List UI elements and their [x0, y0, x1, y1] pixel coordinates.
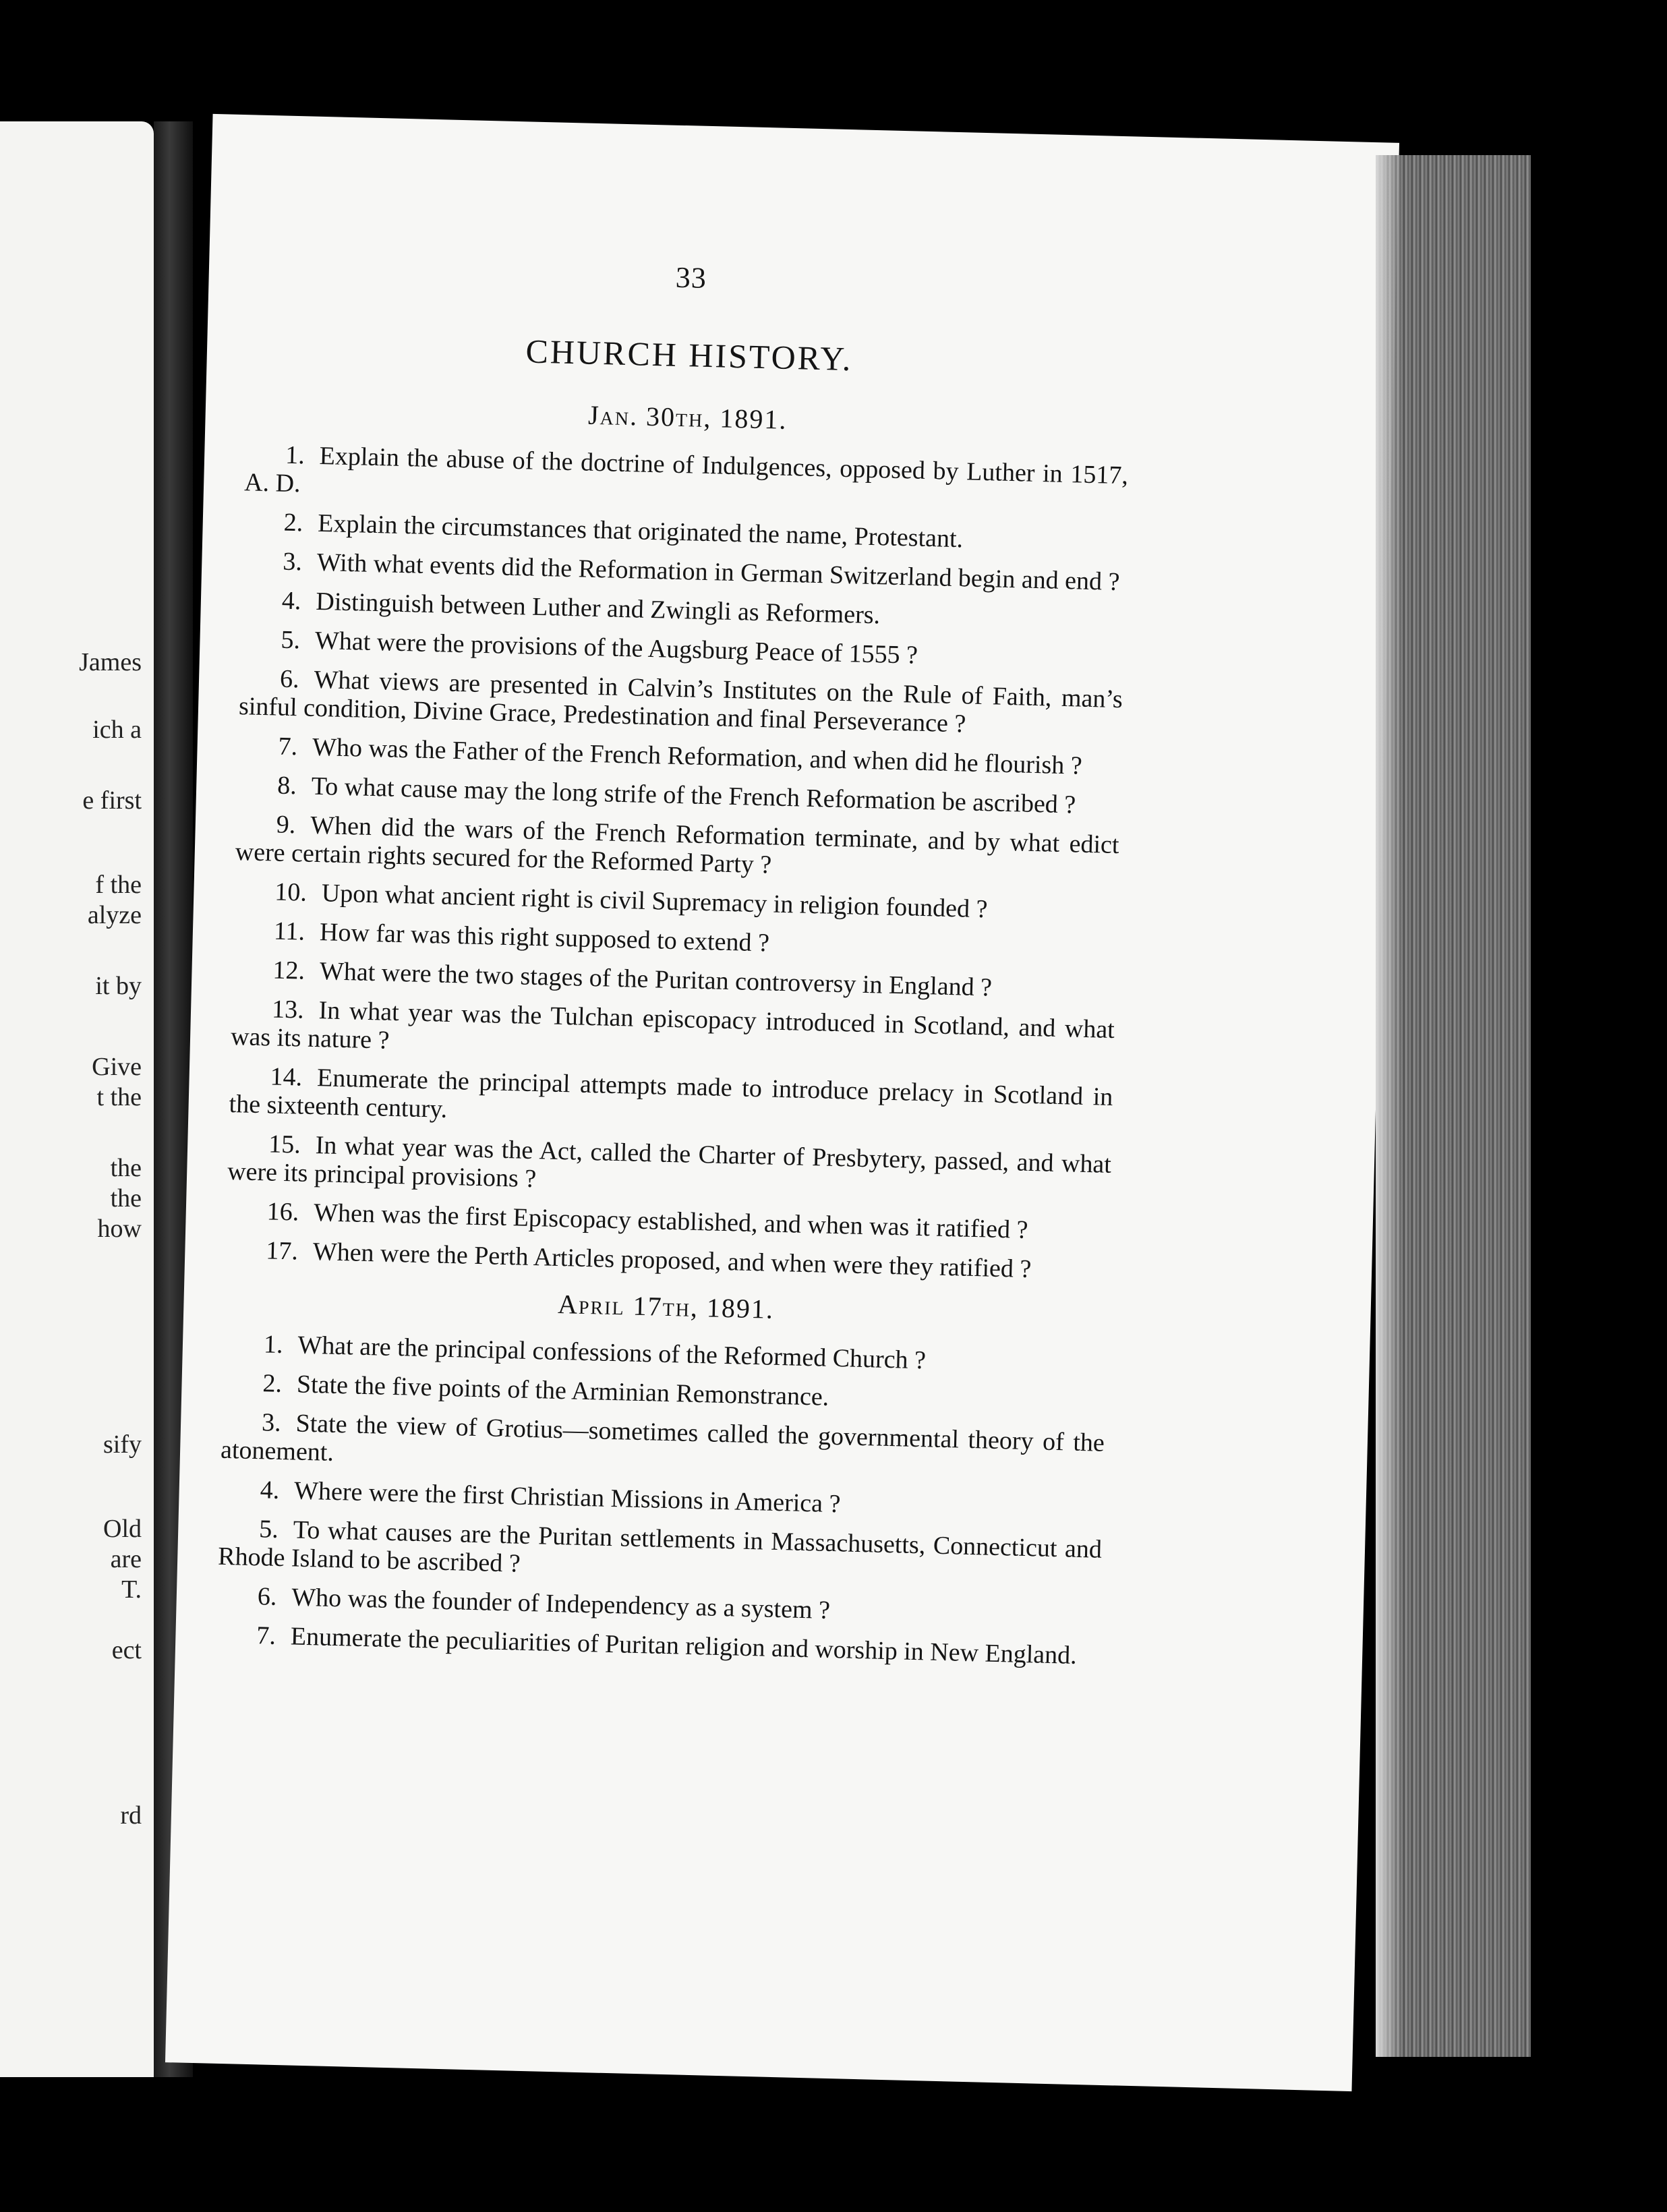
question-text: Who was the founder of Independency as a system ?	[291, 1583, 831, 1625]
facing-page-text-fragment: Give	[92, 1053, 142, 1081]
exam-date-heading: Jan. 30th, 1891.	[587, 399, 788, 435]
question-text: What were the two stages of the Puritan controversy in England ?	[319, 957, 993, 1002]
exam-question	[231, 994, 1115, 1072]
exam-question	[218, 1514, 1103, 1592]
facing-page-text-fragment: are	[110, 1545, 142, 1573]
question-text: Where were the first Christian Missions in America ?	[293, 1476, 841, 1519]
question-number: 1.	[285, 440, 305, 470]
question-number: 3.	[282, 547, 303, 577]
question-text: State the five points of the Arminian Remonstrance.	[296, 1370, 829, 1411]
question-number: 10.	[274, 877, 308, 907]
facing-page-text-fragment: rd	[120, 1801, 142, 1830]
question-number: 13.	[271, 995, 305, 1024]
facing-page-text-fragment: alyze	[87, 901, 142, 929]
question-number: 16.	[266, 1197, 299, 1227]
facing-page-text-fragment: e first	[82, 786, 142, 815]
question-number: 17.	[265, 1236, 299, 1266]
facing-page-text-fragment: sify	[103, 1430, 142, 1459]
facing-page-text-fragment: it by	[95, 972, 142, 1000]
question-text: Distinguish between Luther and Zwingli as Reformers.	[315, 587, 881, 630]
question-text: To what cause may the long strife of the French Reformation be ascribed ?	[311, 772, 1076, 819]
question-text: Explain the circumstances that originated the name, Protestant.	[317, 508, 964, 554]
question-text: To what causes are the Puritan settlements in Massachusetts, Connecticut and Rhode Island to be ascribed ?	[217, 1515, 1103, 1578]
question-number: 8.	[276, 771, 297, 801]
exam-sections	[216, 390, 1130, 1670]
question-number: 12.	[272, 956, 305, 985]
question-text: What views are presented in Calvin’s Institutes on the Rule of Faith, man’s sinful condition, Divine Grace, Predestination and final Perseverance ?	[238, 665, 1123, 738]
question-text: Explain the abuse of the doctrine of Indulgences, opposed by Luther in 1517, A. D.	[243, 441, 1129, 498]
question-text: State the view of Grotius—sometimes called the governmental theory of the atonement.	[220, 1409, 1105, 1467]
exam-question	[244, 440, 1129, 518]
facing-page-text-fragment: T.	[121, 1575, 142, 1604]
facing-page-text-fragment: t the	[96, 1083, 142, 1111]
page-content	[216, 250, 1134, 1681]
question-number: 15.	[268, 1130, 301, 1159]
question-number: 4.	[281, 586, 301, 616]
question-text: When did the wars of the French Reformation terminate, and by what edict were certain rights secured for the Reformed Party ?	[235, 811, 1119, 879]
exam-question	[235, 809, 1119, 887]
exam-date-heading: April 17th, 1891.	[557, 1288, 775, 1325]
facing-page-text-fragment: f the	[95, 871, 142, 899]
question-number: 5.	[281, 625, 301, 655]
question-text: When was the first Episcopacy established, and when was it ratified ?	[313, 1198, 1028, 1244]
question-number: 1.	[263, 1330, 284, 1360]
exam-question	[239, 664, 1123, 742]
page-edges-shadow	[1376, 155, 1403, 2057]
exam-question	[229, 1061, 1113, 1140]
question-number: 7.	[256, 1621, 276, 1650]
question-number: 14.	[270, 1062, 303, 1092]
question-number: 6.	[257, 1582, 277, 1611]
facing-page	[0, 121, 154, 2077]
question-text: With what events did the Reformation in German Switzerland begin and end ?	[316, 548, 1120, 596]
book-page	[165, 114, 1399, 2091]
question-number: 11.	[273, 916, 305, 946]
facing-page-text-fragment: ich a	[92, 716, 142, 744]
facing-page-text-fragment: James	[79, 648, 142, 676]
question-number: 3.	[261, 1408, 282, 1437]
question-number: 5.	[258, 1515, 279, 1544]
question-text: Upon what ancient right is civil Supremacy in religion founded ?	[321, 879, 988, 924]
question-text: In what year was the Act, called the Charter of Presbytery, passed, and what were its principal provisions ?	[227, 1131, 1112, 1194]
question-number: 7.	[278, 732, 298, 761]
question-text: What are the principal confessions of the Reformed Church ?	[297, 1331, 927, 1375]
facing-page-text-fragment: the	[110, 1154, 142, 1182]
question-text: How far was this right supposed to extend ?	[319, 918, 770, 958]
exam-question	[221, 1407, 1105, 1486]
page-title: CHURCH HISTORY.	[525, 332, 854, 378]
facing-page-text-fragment: Old	[103, 1515, 142, 1543]
exam-question	[227, 1129, 1112, 1207]
page-number: 33	[675, 260, 707, 295]
question-text: What were the provisions of the Augsburg Peace of 1555 ?	[314, 626, 918, 670]
facing-page-text-fragment: how	[97, 1215, 142, 1243]
facing-page-text-fragment: ect	[111, 1636, 142, 1664]
facing-page-text-fragment: the	[110, 1184, 142, 1213]
question-text: Enumerate the peculiarities of Puritan religion and worship in New England.	[290, 1622, 1078, 1670]
question-text: In what year was the Tulchan episcopacy introduced in Scotland, and what was its nature ?	[230, 996, 1115, 1055]
question-number: 2.	[262, 1369, 283, 1398]
question-number: 2.	[283, 508, 303, 537]
question-number: 6.	[279, 664, 300, 694]
question-text: Enumerate the principal attempts made to introduce prelacy in Scotland in the sixteenth century.	[229, 1064, 1113, 1124]
question-number: 4.	[260, 1476, 280, 1505]
question-text: When were the Perth Articles proposed, and when were they ratified ?	[312, 1238, 1032, 1284]
question-number: 9.	[276, 810, 296, 840]
question-text: Who was the Father of the French Reformation, and when did he flourish ?	[312, 732, 1083, 780]
